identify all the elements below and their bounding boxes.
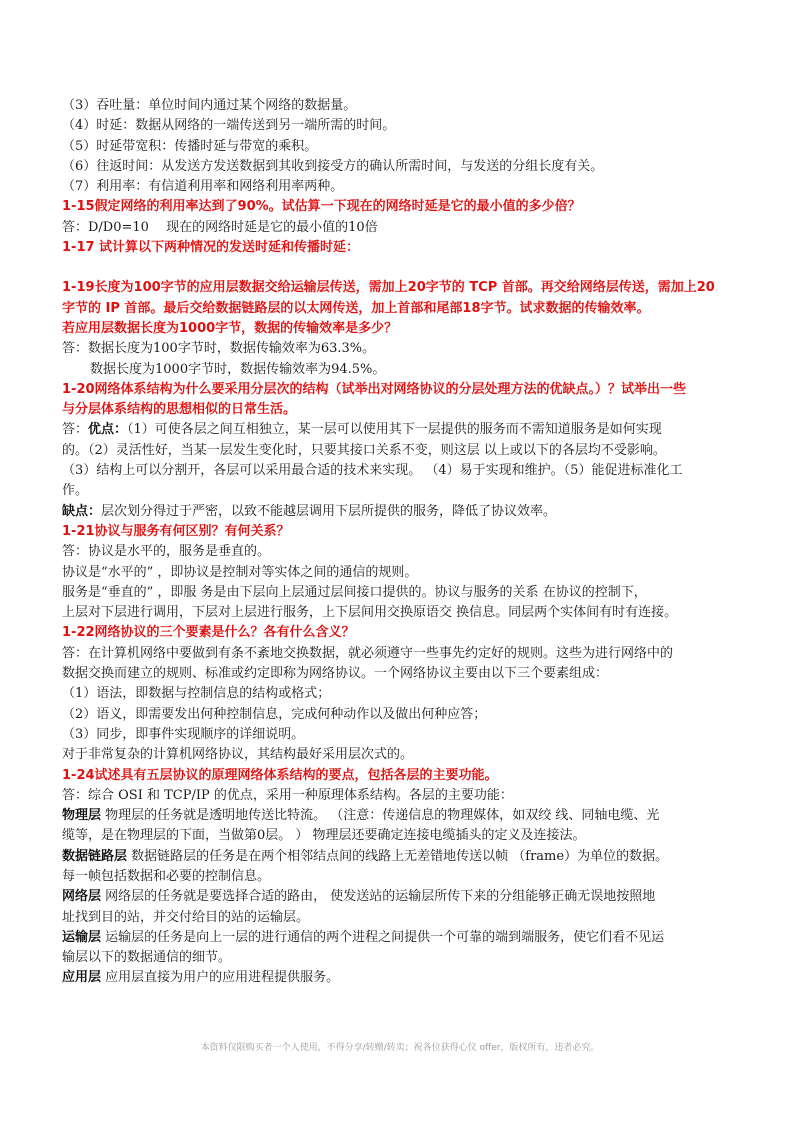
application-layer-line — [62, 968, 742, 988]
question-1-19-cont: 字节的 IP 首部。最后交给数据链路层的以太网传送，加上首部和尾部18字节。试求数据的传输效率。 — [62, 300, 650, 316]
answer-1-19-cont: 数据长度为1000字节时，数据传输效率为94.5%。 — [90, 361, 386, 377]
text-line: 每一帧包括数据和必要的控制信息。 — [62, 868, 271, 884]
text-line: （2）语义，即需要发出何种控制信息，完成何种动作以及做出何种应答； — [62, 706, 487, 722]
question-1-19: 1-19长度为100字节的应用层数据交给运输层传送，需加上20字节的 TCP 首部。再交给网络层传送，需加上20 — [62, 280, 715, 296]
answer-1-15: 答：D/D0=10 现在的网络时延是它的最小值的10倍 — [62, 219, 378, 235]
text-line: （3）吞吐量：单位时间内通过某个网络的数据量。 — [62, 98, 357, 113]
advantages-label: 优点： — [88, 422, 128, 438]
data-link-layer-line — [62, 847, 742, 867]
text-line: 缆等，是在物理层的下面，当做第0层。 ） 物理层还要确定连接电缆插头的定义及连接法。 — [62, 828, 586, 844]
text-line: 输层以下的数据通信的细节。 — [62, 950, 232, 966]
question-1-17: 1-17 试计算以下两种情况的发送时延和传播时延： — [62, 240, 360, 256]
transport-layer-line — [62, 928, 742, 948]
transport-layer-label: 运输层 — [62, 929, 102, 945]
answer-1-19: 答：数据长度为100字节时，数据传输效率为63.3%。 — [62, 341, 376, 357]
text-line: （1）语法，即数据与控制信息的结构或格式； — [62, 686, 331, 702]
disadvantages-line — [62, 502, 742, 522]
question-1-20: 1-20网络体系结构为什么要采用分层次的结构（试举出对网络协议的分层处理方法的优缺点。）？试举出一些 — [62, 381, 687, 397]
text-line: 服务是“垂直的” ，即服 务是由下层向上层通过层间接口提供的。协议与服务的关系 在协议的控制下， — [62, 584, 647, 600]
copyright-footer: 本资料仅限购买者一个人使用，不得分享/转赠/转卖；祝各位获得心仪 offer，版权所有，违者必究。 — [200, 1043, 600, 1053]
blank-space — [62, 258, 742, 278]
question-1-22: 1-22网络协议的三个要素是什么？各有什么含义？ — [62, 625, 355, 641]
physical-layer-label: 物理层 — [62, 808, 102, 824]
text-line: 对于非常复杂的计算机网络协议，其结构最好采用层次式的。 — [62, 747, 414, 763]
question-1-19-cont: 若应用层数据长度为1000字节，数据的传输效率是多少？ — [62, 320, 398, 336]
question-1-20-cont: 与分层体系结构的思想相似的日常生活。 — [62, 402, 297, 418]
document-body — [62, 96, 742, 989]
text-line: （3）结构上可以分割开，各层可以采用最合适的技术来实现。 （4）易于实现和维护。（5）能促进标准化工 — [62, 463, 683, 479]
text-line: （5）时延带宽积：传播时延与带宽的乘积。 — [62, 138, 318, 154]
application-layer-label: 应用层 — [62, 970, 102, 986]
data-link-layer-label: 数据链路层 — [62, 848, 128, 864]
answer-text: 网络层的任务就是要选择合适的路由， 使发送站的运输层所传下来的分组能够正确无误地按照地 — [101, 889, 656, 905]
text-line: 数据交换而建立的规则、标准或约定即称为网络协议。一个网络协议主要由以下三个要素组成： — [62, 666, 609, 682]
text-line: （4）时延：数据从网络的一端传送到另一端所需的时间。 — [62, 118, 396, 134]
text-line: 作。 — [62, 483, 89, 499]
physical-layer-line — [62, 806, 742, 826]
answer-1-22: 答：在计算机网络中要做到有条不紊地交换数据，就必须遵守一些事先约定好的规则。这些为进行网络中的 — [62, 645, 674, 661]
answer-text: 数据链路层的任务是在两个相邻结点间的线路上无差错地传送以帧 （frame）为单位的数据。 — [127, 848, 669, 864]
text-line: （6）往返时间：从发送方发送数据到其收到接受方的确认所需时间，与发送的分组长度有关。 — [62, 158, 604, 174]
text-line: （7）利用率：有信道利用率和网络利用率两种。 — [62, 179, 344, 195]
answer-text: （1）可使各层之间互相独立，某一层可以使用其下一层提供的服务而不需知道服务是如何实现 — [127, 422, 662, 438]
answer-text: 应用层直接为用户的应用进程提供服务。 — [101, 970, 340, 986]
text-line: 址找到目的站，并交付给目的站的运输层。 — [62, 909, 310, 925]
text-line: 协议是“水平的” ，即协议是控制对等实体之间的通信的规则。 — [62, 564, 418, 580]
answer-prefix: 答： — [62, 422, 89, 438]
network-layer-label: 网络层 — [62, 889, 102, 905]
question-1-15: 1-15假定网络的利用率达到了90%。试估算一下现在的网络时延是它的最小值的多少倍？ — [62, 199, 581, 215]
text-line: 的。（2）灵活性好，当某一层发生变化时，只要其接口关系不变，则这层 以上或以下的各层均不受影响。 — [62, 442, 666, 458]
answer-1-21: 答：协议是水平的，服务是垂直的。 — [62, 544, 271, 560]
network-layer-line — [62, 887, 742, 907]
disadvantages-label: 缺点： — [62, 503, 102, 519]
question-1-24: 1-24试述具有五层协议的原理网络体系结构的要点，包括各层的主要功能。 — [62, 767, 498, 783]
answer-text: 运输层的任务是向上一层的进行通信的两个进程之间提供一个可靠的端到端服务，使它们看不见运 — [101, 929, 665, 945]
answer-1-24: 答：综合 OSI 和 TCP/IP 的优点，采用一种原理体系结构。各层的主要功能： — [62, 787, 513, 803]
answer-1-20 — [62, 420, 742, 440]
question-1-21: 1-21协议与服务有何区别？有何关系？ — [62, 523, 290, 539]
answer-text: 物理层的任务就是透明地传送比特流。 （注意：传递信息的物理媒体，如双绞 线、同轴电缆、光 — [101, 808, 660, 824]
answer-text: 层次划分得过于严密，以致不能越层调用下层所提供的服务，降低了协议效率。 — [101, 503, 557, 519]
text-line: 上层对下层进行调用，下层对上层进行服务，上下层间用交换原语交 换信息。同层两个实体间有时有连接。 — [62, 605, 678, 621]
text-line: （3）同步，即事件实现顺序的详细说明。 — [62, 726, 305, 742]
